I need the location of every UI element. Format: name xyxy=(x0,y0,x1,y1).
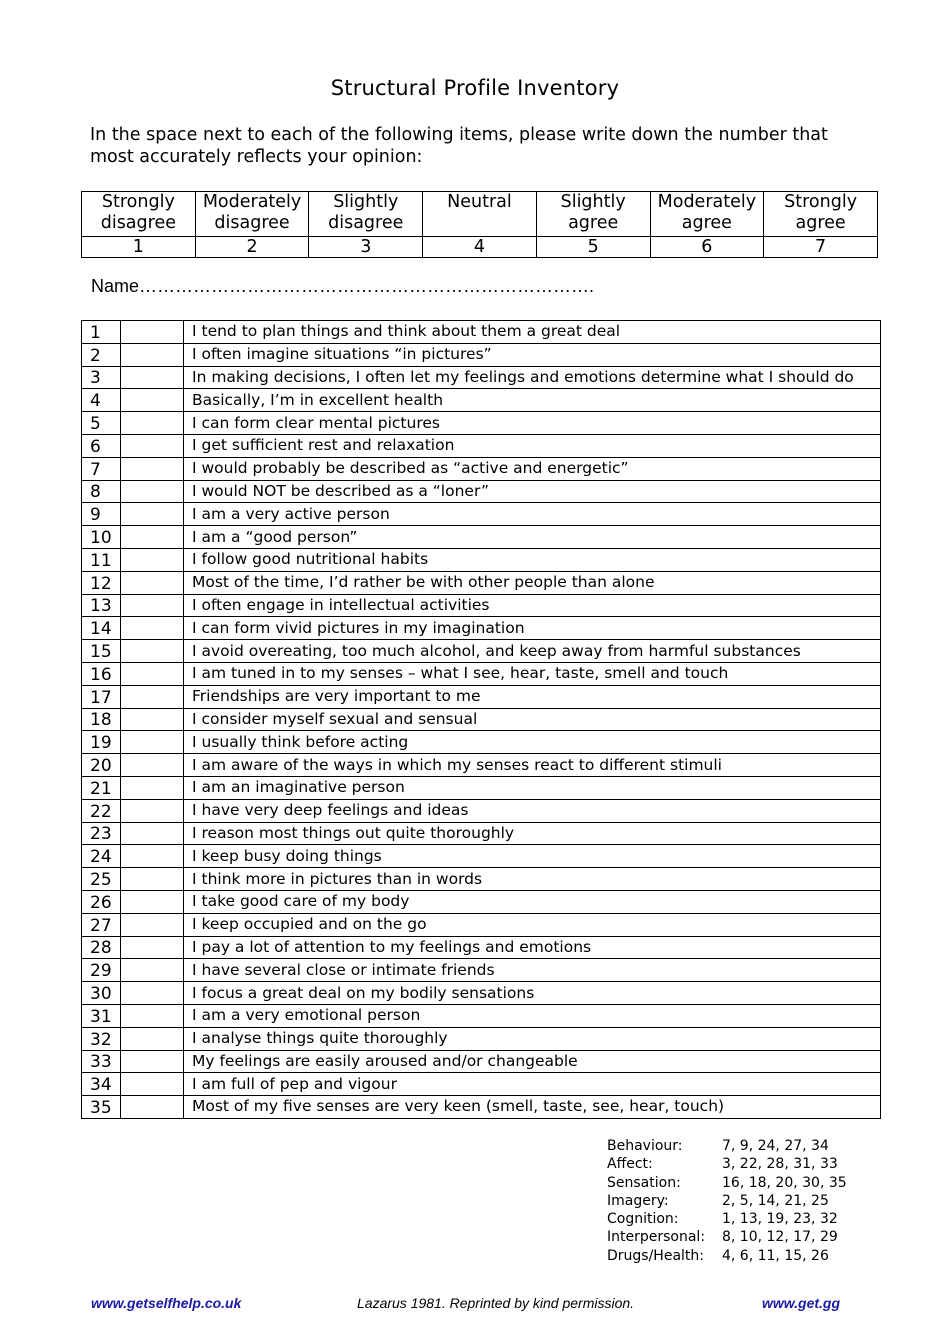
footer-link-getgg[interactable]: www.get.gg xyxy=(762,1295,841,1311)
footer-link-getselfhelp[interactable]: www.getselfhelp.co.uk xyxy=(91,1295,242,1311)
answer-cell[interactable] xyxy=(121,1073,184,1096)
table-row xyxy=(82,321,881,344)
item-statement: I am aware of the ways in which my senses react to different stimuli xyxy=(184,754,881,777)
table-row xyxy=(82,913,881,936)
table-row xyxy=(82,412,881,435)
key-row xyxy=(607,1210,847,1228)
table-row xyxy=(82,526,881,549)
item-statement: I can form vivid pictures in my imagination xyxy=(184,617,881,640)
item-statement: I think more in pictures than in words xyxy=(184,868,881,891)
answer-cell[interactable] xyxy=(121,457,184,480)
table-row xyxy=(82,1027,881,1050)
item-number: 35 xyxy=(82,1096,121,1119)
item-number: 26 xyxy=(82,890,121,913)
scoring-key xyxy=(607,1137,847,1265)
answer-cell[interactable] xyxy=(121,799,184,822)
key-row xyxy=(607,1247,847,1265)
item-number: 19 xyxy=(82,731,121,754)
key-category: Affect: xyxy=(607,1156,653,1173)
table-row xyxy=(82,640,881,663)
key-items: 8, 10, 12, 17, 29 xyxy=(722,1229,838,1246)
item-statement: I keep occupied and on the go xyxy=(184,913,881,936)
table-row xyxy=(82,480,881,503)
table-row xyxy=(82,1096,881,1119)
scale-value: 4 xyxy=(423,237,537,258)
inventory-items-table xyxy=(81,320,881,1119)
item-statement: I would NOT be described as a “loner” xyxy=(184,480,881,503)
item-number: 9 xyxy=(82,503,121,526)
key-row xyxy=(607,1137,847,1155)
answer-cell[interactable] xyxy=(121,959,184,982)
scale-label: Moderately disagree xyxy=(195,192,309,237)
item-number: 23 xyxy=(82,822,121,845)
key-row xyxy=(607,1155,847,1173)
answer-cell[interactable] xyxy=(121,321,184,344)
name-field[interactable]: Name…………………………………………………………………. xyxy=(91,276,595,296)
answer-cell[interactable] xyxy=(121,1096,184,1119)
answer-cell[interactable] xyxy=(121,594,184,617)
answer-cell[interactable] xyxy=(121,617,184,640)
answer-cell[interactable] xyxy=(121,1027,184,1050)
answer-cell[interactable] xyxy=(121,982,184,1005)
item-number: 10 xyxy=(82,526,121,549)
item-number: 4 xyxy=(82,389,121,412)
item-number: 30 xyxy=(82,982,121,1005)
answer-cell[interactable] xyxy=(121,640,184,663)
table-row xyxy=(82,685,881,708)
item-number: 34 xyxy=(82,1073,121,1096)
item-number: 12 xyxy=(82,571,121,594)
answer-cell[interactable] xyxy=(121,662,184,685)
item-number: 5 xyxy=(82,412,121,435)
answer-cell[interactable] xyxy=(121,480,184,503)
item-statement: Friendships are very important to me xyxy=(184,685,881,708)
table-row xyxy=(82,776,881,799)
key-items: 4, 6, 11, 15, 26 xyxy=(722,1247,829,1264)
item-statement: I take good care of my body xyxy=(184,890,881,913)
item-statement: Basically, I’m in excellent health xyxy=(184,389,881,412)
table-row xyxy=(82,503,881,526)
item-number: 13 xyxy=(82,594,121,617)
table-row xyxy=(82,822,881,845)
scale-value: 1 xyxy=(82,237,196,258)
table-row xyxy=(82,708,881,731)
answer-cell[interactable] xyxy=(121,685,184,708)
table-row xyxy=(82,982,881,1005)
key-items: 2, 5, 14, 21, 25 xyxy=(722,1192,829,1209)
key-category: Sensation: xyxy=(607,1174,681,1191)
key-category: Behaviour: xyxy=(607,1138,683,1154)
item-number: 27 xyxy=(82,913,121,936)
item-statement: I tend to plan things and think about them a great deal xyxy=(184,321,881,344)
item-number: 21 xyxy=(82,776,121,799)
answer-cell[interactable] xyxy=(121,503,184,526)
item-statement: I consider myself sexual and sensual xyxy=(184,708,881,731)
item-statement: In making decisions, I often let my feelings and emotions determine what I should do xyxy=(184,366,881,389)
scale-value: 2 xyxy=(195,237,309,258)
answer-cell[interactable] xyxy=(121,434,184,457)
item-statement: I often imagine situations “in pictures” xyxy=(184,343,881,366)
key-category: Drugs/Health: xyxy=(607,1247,704,1264)
key-row xyxy=(607,1192,847,1210)
page-title: Structural Profile Inventory xyxy=(330,76,620,100)
answer-cell[interactable] xyxy=(121,868,184,891)
key-items: 3, 22, 28, 31, 33 xyxy=(722,1156,838,1173)
scale-label: Strongly agree xyxy=(764,192,878,237)
rating-scale-table xyxy=(81,191,878,258)
table-row xyxy=(82,548,881,571)
answer-cell[interactable] xyxy=(121,343,184,366)
key-row xyxy=(607,1228,847,1246)
item-number: 33 xyxy=(82,1050,121,1073)
table-row xyxy=(82,343,881,366)
item-number: 14 xyxy=(82,617,121,640)
item-statement: I am a “good person” xyxy=(184,526,881,549)
item-statement: I often engage in intellectual activities xyxy=(184,594,881,617)
answer-cell[interactable] xyxy=(121,389,184,412)
table-row xyxy=(82,389,881,412)
answer-cell[interactable] xyxy=(121,366,184,389)
item-number: 22 xyxy=(82,799,121,822)
table-row xyxy=(82,754,881,777)
item-number: 3 xyxy=(82,366,121,389)
item-statement: I have very deep feelings and ideas xyxy=(184,799,881,822)
item-statement: I am full of pep and vigour xyxy=(184,1073,881,1096)
table-row xyxy=(82,890,881,913)
scale-value: 5 xyxy=(536,237,650,258)
instructions: In the space next to each of the following items, please write down the number that most accurately reflects your opinion: xyxy=(90,125,828,167)
item-number: 18 xyxy=(82,708,121,731)
answer-cell[interactable] xyxy=(121,890,184,913)
answer-cell[interactable] xyxy=(121,822,184,845)
answer-cell[interactable] xyxy=(121,548,184,571)
scale-label: Moderately agree xyxy=(650,192,764,237)
item-number: 28 xyxy=(82,936,121,959)
item-number: 7 xyxy=(82,457,121,480)
answer-cell[interactable] xyxy=(121,845,184,868)
table-row xyxy=(82,662,881,685)
item-statement: Most of the time, I’d rather be with other people than alone xyxy=(184,571,881,594)
item-number: 6 xyxy=(82,434,121,457)
item-statement: I am an imaginative person xyxy=(184,776,881,799)
table-row xyxy=(82,1050,881,1073)
answer-cell[interactable] xyxy=(121,776,184,799)
scale-label: Slightly disagree xyxy=(309,192,423,237)
table-row xyxy=(82,799,881,822)
item-statement: I have several close or intimate friends xyxy=(184,959,881,982)
answer-cell[interactable] xyxy=(121,1004,184,1027)
item-statement: My feelings are easily aroused and/or changeable xyxy=(184,1050,881,1073)
table-row xyxy=(82,1073,881,1096)
scale-value: 3 xyxy=(309,237,423,258)
item-statement: I can form clear mental pictures xyxy=(184,412,881,435)
item-statement: I focus a great deal on my bodily sensations xyxy=(184,982,881,1005)
footer-citation: Lazarus 1981. Reprinted by kind permission. xyxy=(357,1295,635,1311)
answer-cell[interactable] xyxy=(121,708,184,731)
table-row xyxy=(82,936,881,959)
answer-cell[interactable] xyxy=(121,936,184,959)
table-row xyxy=(82,571,881,594)
table-row xyxy=(82,434,881,457)
item-statement: I reason most things out quite thoroughly xyxy=(184,822,881,845)
table-row xyxy=(82,594,881,617)
item-statement: I usually think before acting xyxy=(184,731,881,754)
item-number: 25 xyxy=(82,868,121,891)
key-items: 7, 9, 24, 27, 34 xyxy=(722,1138,829,1154)
table-row xyxy=(82,731,881,754)
key-row xyxy=(607,1174,847,1192)
table-row xyxy=(82,845,881,868)
item-statement: I am tuned in to my senses – what I see, hear, taste, smell and touch xyxy=(184,662,881,685)
item-number: 15 xyxy=(82,640,121,663)
item-number: 20 xyxy=(82,754,121,777)
answer-cell[interactable] xyxy=(121,754,184,777)
key-category: Cognition: xyxy=(607,1211,679,1228)
scale-label: Slightly agree xyxy=(536,192,650,237)
item-statement: I follow good nutritional habits xyxy=(184,548,881,571)
scale-value: 6 xyxy=(650,237,764,258)
item-statement: I would probably be described as “active and energetic” xyxy=(184,457,881,480)
item-number: 31 xyxy=(82,1004,121,1027)
scale-label: Neutral xyxy=(423,192,537,237)
answer-cell[interactable] xyxy=(121,526,184,549)
item-number: 1 xyxy=(82,321,121,344)
item-number: 17 xyxy=(82,685,121,708)
key-category: Interpersonal: xyxy=(607,1229,706,1246)
item-number: 11 xyxy=(82,548,121,571)
answer-cell[interactable] xyxy=(121,731,184,754)
answer-cell[interactable] xyxy=(121,571,184,594)
item-statement: I am a very active person xyxy=(184,503,881,526)
answer-cell[interactable] xyxy=(121,913,184,936)
table-row xyxy=(82,617,881,640)
table-row xyxy=(82,1004,881,1027)
key-items: 16, 18, 20, 30, 35 xyxy=(722,1174,847,1191)
item-number: 2 xyxy=(82,343,121,366)
item-statement: I analyse things quite thoroughly xyxy=(184,1027,881,1050)
table-row xyxy=(82,366,881,389)
item-statement: I avoid overeating, too much alcohol, and keep away from harmful substances xyxy=(184,640,881,663)
key-items: 1, 13, 19, 23, 32 xyxy=(722,1211,838,1228)
answer-cell[interactable] xyxy=(121,412,184,435)
table-row xyxy=(82,457,881,480)
table-row xyxy=(82,868,881,891)
item-number: 24 xyxy=(82,845,121,868)
item-statement: I pay a lot of attention to my feelings and emotions xyxy=(184,936,881,959)
item-number: 8 xyxy=(82,480,121,503)
scale-label: Strongly disagree xyxy=(82,192,196,237)
table-row xyxy=(82,959,881,982)
item-statement: I keep busy doing things xyxy=(184,845,881,868)
item-number: 29 xyxy=(82,959,121,982)
item-statement: I am a very emotional person xyxy=(184,1004,881,1027)
item-statement: I get sufficient rest and relaxation xyxy=(184,434,881,457)
key-category: Imagery: xyxy=(607,1192,669,1209)
item-number: 32 xyxy=(82,1027,121,1050)
item-number: 16 xyxy=(82,662,121,685)
scale-value: 7 xyxy=(764,237,878,258)
answer-cell[interactable] xyxy=(121,1050,184,1073)
item-statement: Most of my five senses are very keen (smell, taste, see, hear, touch) xyxy=(184,1096,881,1119)
